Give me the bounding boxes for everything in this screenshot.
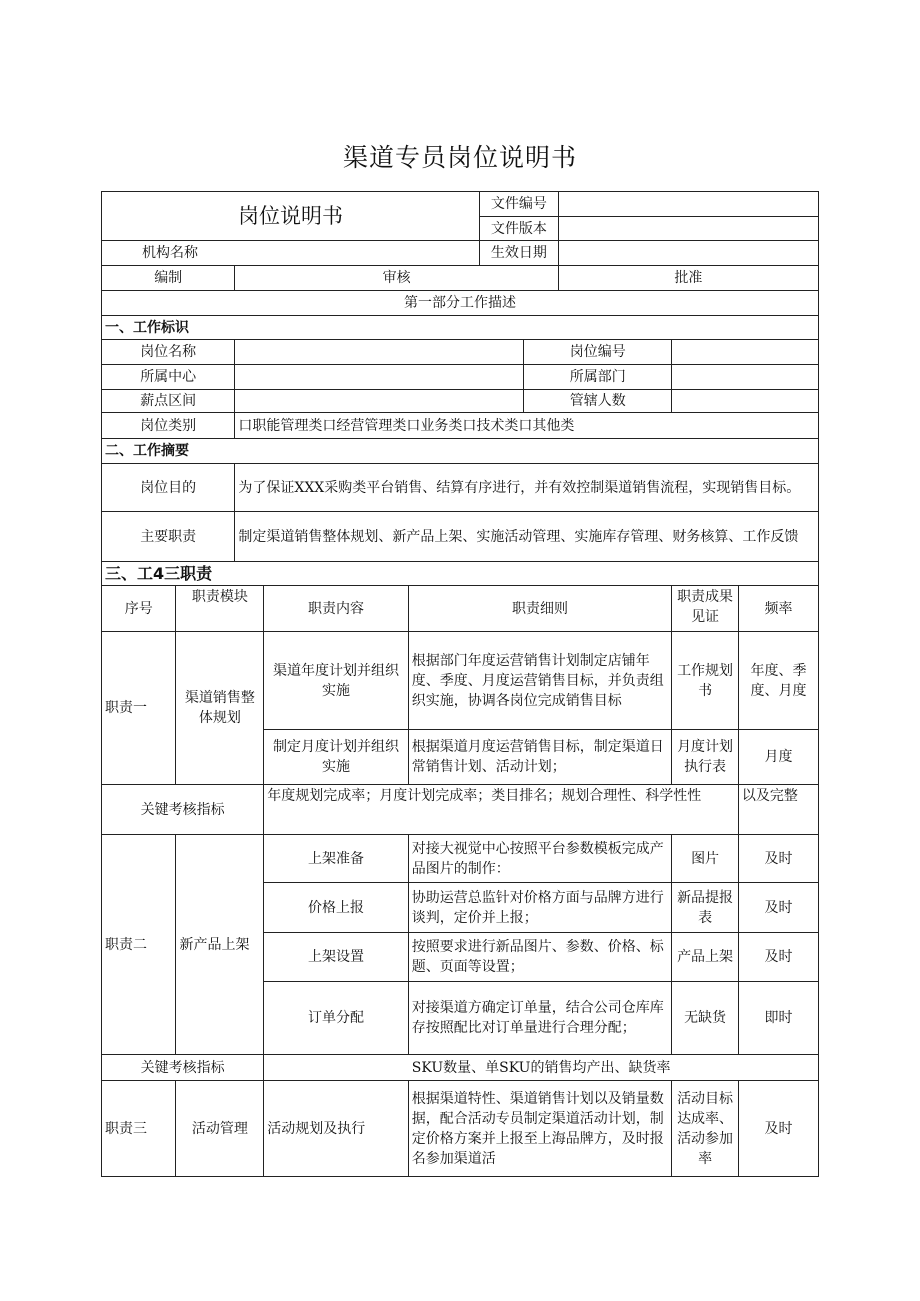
duty2-kpi-label: 关键考核指标 — [102, 1055, 264, 1081]
category-options[interactable]: 口职能管理类口经营管理类口业务类口技术类口其他类 — [235, 413, 819, 439]
page-title: 渠道专员岗位说明书 — [342, 143, 577, 172]
subordinates-value[interactable] — [672, 390, 819, 413]
department-label: 所属部门 — [524, 365, 672, 390]
center-value[interactable] — [235, 365, 524, 390]
duties-label: 主要职责 — [102, 512, 235, 562]
salary-range-value[interactable] — [235, 390, 524, 413]
duty2-detail: 对接大视觉中心按照平台参数模板完成产品图片的制作： — [408, 835, 671, 883]
position-name-value[interactable] — [235, 340, 524, 365]
duty1-content: 制定月度计划并组织实施 — [264, 730, 408, 785]
duty2-module: 新产品上架 — [176, 835, 264, 1055]
salary-range-label: 薪点区间 — [102, 390, 235, 413]
approve-label: 批准 — [558, 266, 818, 291]
col-header-evidence: 职责成果见证 — [672, 586, 739, 632]
department-value[interactable] — [672, 365, 819, 390]
file-version-value[interactable] — [558, 217, 818, 241]
col-header-detail: 职责细则 — [408, 586, 671, 632]
category-label: 岗位类别 — [102, 413, 235, 439]
duty1-kpi-extra: 以及完整 — [738, 785, 818, 835]
position-name-label: 岗位名称 — [102, 340, 235, 365]
duty1-no: 职责一 — [102, 632, 176, 785]
file-version-label: 文件版本 — [479, 217, 558, 241]
org-name-label: 机构名称 — [102, 241, 480, 266]
doc-label: 岗位说明书 — [102, 192, 480, 241]
compile-label: 编制 — [102, 266, 235, 291]
file-no-label: 文件编号 — [479, 192, 558, 217]
review-label: 审核 — [235, 266, 558, 291]
duty2-detail: 对接渠道方确定订单量，结合公司仓库库存按照配比对订单量进行合理分配； — [408, 982, 671, 1055]
duty1-frequency: 年度、季度、月度 — [738, 632, 818, 730]
position-no-value[interactable] — [672, 340, 819, 365]
duty2-no: 职责二 — [102, 835, 176, 1055]
duty1-evidence: 工作规划书 — [672, 632, 739, 730]
duty2-kpi: SKU数量、单SKU的销售均产出、缺货率 — [264, 1055, 819, 1081]
duty1-frequency: 月度 — [738, 730, 818, 785]
table-row — [102, 1081, 819, 1177]
duty1-module: 渠道销售整体规划 — [176, 632, 264, 785]
duty2-content: 上架设置 — [264, 933, 408, 982]
duty2-evidence: 无缺货 — [672, 982, 739, 1055]
center-label: 所属中心 — [102, 365, 235, 390]
duty3-frequency: 及时 — [738, 1081, 818, 1177]
duty2-detail: 按照要求进行新品图片、参数、价格、标题、页面等设置； — [408, 933, 671, 982]
duty2-evidence: 图片 — [672, 835, 739, 883]
col-header-content: 职责内容 — [264, 586, 408, 632]
subordinates-label: 管辖人数 — [524, 390, 672, 413]
duty2-content: 订单分配 — [264, 982, 408, 1055]
duty3-module: 活动管理 — [176, 1081, 264, 1177]
duty1-evidence: 月度计划执行表 — [672, 730, 739, 785]
col-header-frequency: 频率 — [738, 586, 818, 632]
duty2-content: 价格上报 — [264, 883, 408, 933]
duty2-content: 上架准备 — [264, 835, 408, 883]
purpose-text: 为了保证XXX采购类平台销售、结算有序进行，并有效控制渠道销售流程，实现销售目标。 — [235, 464, 819, 512]
duty1-kpi-label: 关键考核指标 — [102, 785, 264, 835]
duty1-content: 渠道年度计划并组织实施 — [264, 632, 408, 730]
file-no-value[interactable] — [558, 192, 818, 217]
duty3-evidence: 活动目标达成率、活动参加率 — [672, 1081, 739, 1177]
effective-date-value[interactable] — [558, 241, 818, 266]
duty2-frequency: 即时 — [738, 982, 818, 1055]
duty1-detail: 根据部门年度运营销售计划制定店铺年度、季度、月度运营销售目标，并负责组织实施，协调各岗位完成销售目标 — [408, 632, 671, 730]
duty2-frequency: 及时 — [738, 835, 818, 883]
duty2-evidence: 新品提报表 — [672, 883, 739, 933]
purpose-label: 岗位目的 — [102, 464, 235, 512]
part-one-heading: 第一部分工作描述 — [102, 291, 819, 316]
col-header-no: 序号 — [102, 586, 176, 632]
duty1-detail: 根据渠道月度运营销售目标，制定渠道日常销售计划、活动计划； — [408, 730, 671, 785]
section1-heading: 一、工作标识 — [102, 316, 819, 340]
duty2-frequency: 及时 — [738, 933, 818, 982]
duty1-kpi: 年度规划完成率；月度计划完成率；类目排名；规划合理性、科学性性 — [264, 785, 739, 835]
duty3-detail: 根据渠道特性、渠道销售计划以及销量数据，配合活动专员制定渠道活动计划，制定价格方案并上报至上海品牌方，及时报名参加渠道活 — [408, 1081, 671, 1177]
table-row — [102, 835, 819, 883]
duty3-no: 职责三 — [102, 1081, 176, 1177]
position-no-label: 岗位编号 — [524, 340, 672, 365]
section2-heading: 二、工作摘要 — [102, 439, 819, 464]
duty2-evidence: 产品上架 — [672, 933, 739, 982]
duty2-detail: 协助运营总监针对价格方面与品牌方进行谈判，定价并上报； — [408, 883, 671, 933]
section3-heading: 三、工4三职责 — [102, 562, 819, 586]
duty3-content: 活动规划及执行 — [264, 1081, 408, 1177]
duties-text: 制定渠道销售整体规划、新产品上架、实施活动管理、实施库存管理、财务核算、工作反馈 — [235, 512, 819, 562]
job-description-table — [101, 191, 819, 1177]
table-row — [102, 632, 819, 730]
effective-date-label: 生效日期 — [479, 241, 558, 266]
col-header-module: 职责模块 — [176, 586, 264, 632]
duty2-frequency: 及时 — [738, 883, 818, 933]
